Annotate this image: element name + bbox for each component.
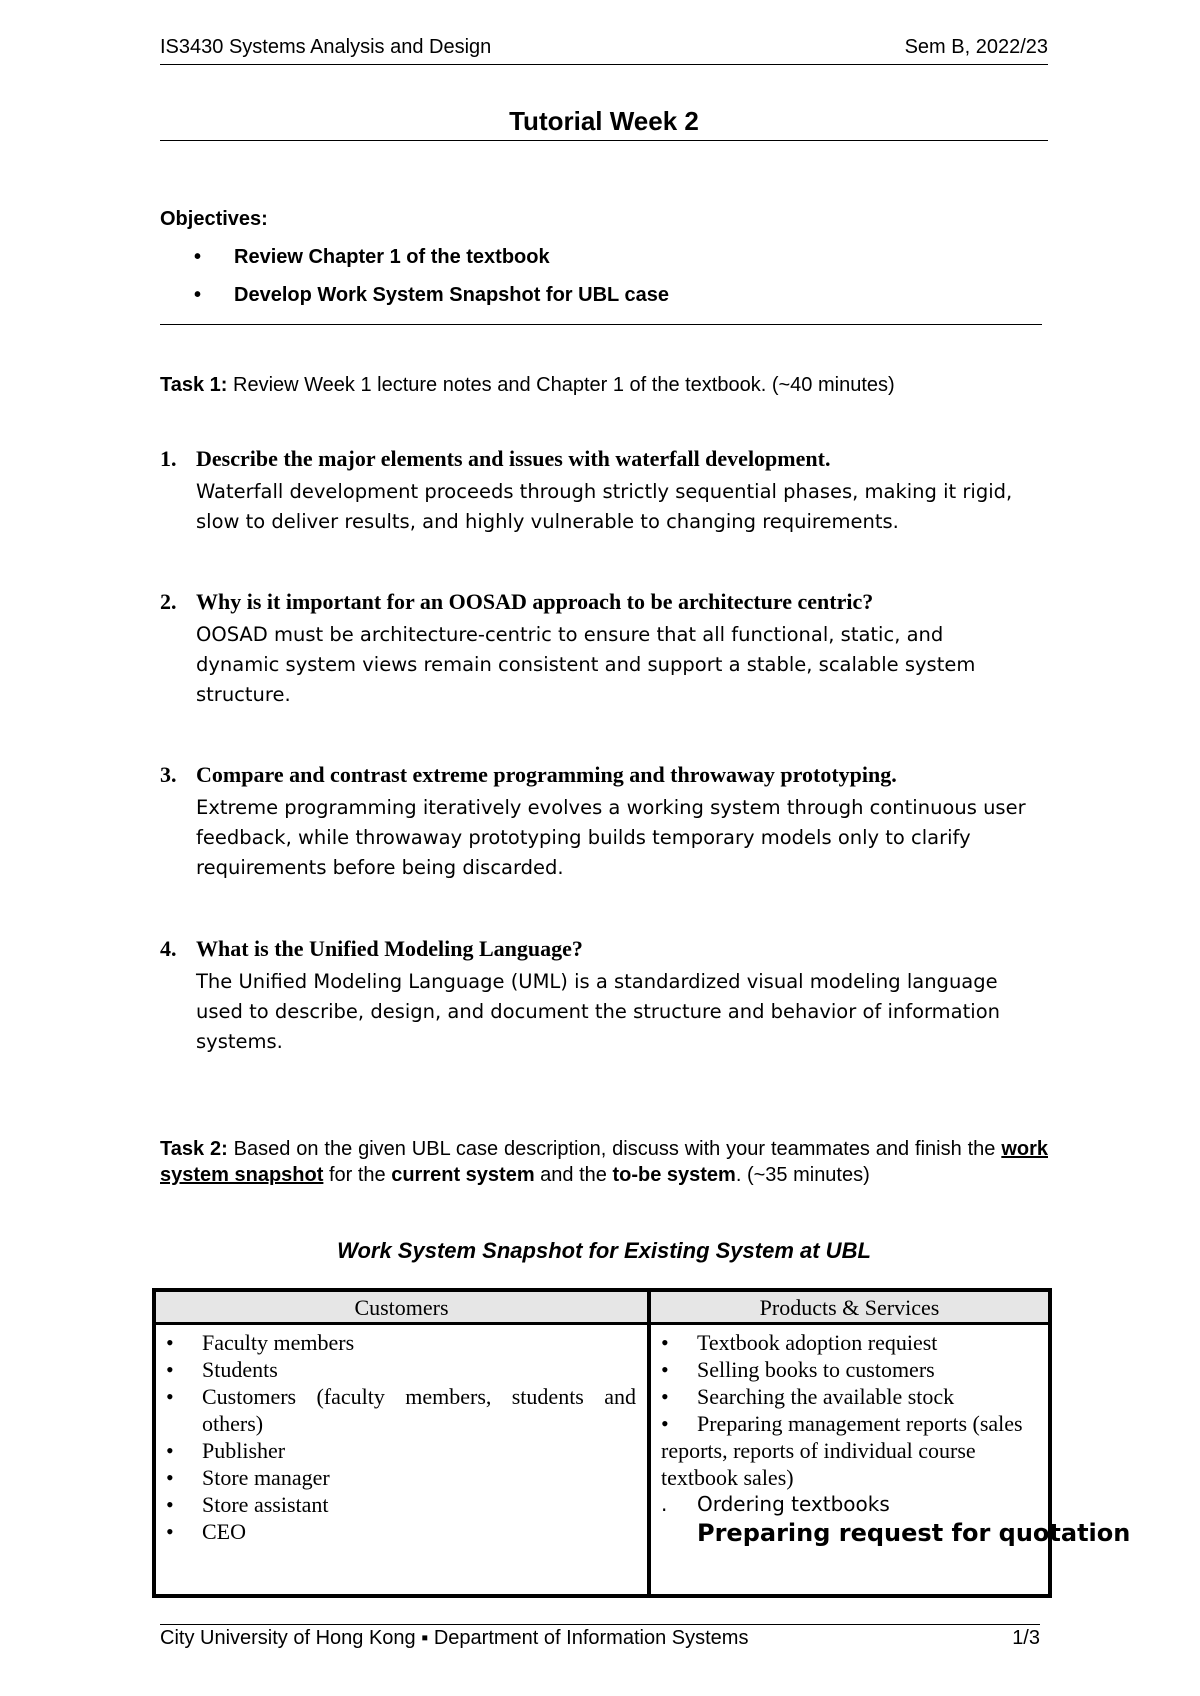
list-item-text: Selling books to customers — [697, 1357, 935, 1382]
list-item-bold: Preparing request for quotation — [697, 1519, 1131, 1547]
page-footer — [160, 1624, 1040, 1655]
list-item — [661, 1329, 1051, 1356]
list-item — [166, 1464, 636, 1491]
column-divider — [647, 1292, 651, 1594]
task2-text: and the — [534, 1164, 613, 1186]
bullet-icon: • — [166, 1330, 174, 1355]
customers-list — [166, 1329, 636, 1545]
table-header-row — [156, 1292, 1048, 1325]
current-system-term: current system — [391, 1164, 535, 1186]
list-item — [166, 1491, 636, 1518]
question-number: 4. — [160, 936, 177, 961]
objective-item — [160, 282, 669, 320]
answer-text: The Unified Modeling Language (UML) is a standardized visual modeling language used to describe, design, and document the structure and behavior of information systems. — [196, 970, 1000, 1053]
list-item-text: Preparing management reports (sales reports, reports of individual course textbook sales) — [661, 1411, 1023, 1490]
section-divider — [160, 324, 1042, 325]
task2-instruction — [160, 1136, 1048, 1188]
bullet-icon: • — [194, 284, 202, 306]
institution: City University of Hong Kong ▪ Department of Information Systems — [160, 1627, 749, 1649]
task2-text: for the — [323, 1164, 392, 1186]
question-number: 2. — [160, 589, 177, 614]
page-header — [160, 36, 1048, 65]
list-item-text: Ordering textbooks — [697, 1492, 890, 1516]
products-services-list — [661, 1329, 1131, 1548]
answer-text: Extreme programming iteratively evolves a working system through continuous user feedback, while throwaway prototyping builds temporary models only to clarify requirements before being discarded. — [196, 796, 1026, 879]
bullet-icon: • — [661, 1411, 669, 1436]
course-name: IS3430 Systems Analysis and Design — [160, 36, 492, 58]
question-text: Describe the major elements and issues with waterfall development. — [196, 446, 831, 471]
list-item — [661, 1383, 1051, 1410]
answer-text: Waterfall development proceeds through strictly sequential phases, making it rigid, slow to deliver results, and highly vulnerable to changing requirements. — [196, 480, 1013, 533]
bullet-icon: • — [166, 1519, 174, 1544]
snapshot-title: Work System Snapshot for Existing System at UBL — [337, 1238, 871, 1263]
task1-label: Task 1: — [160, 374, 228, 396]
question-text: What is the Unified Modeling Language? — [196, 936, 583, 961]
customers-header: Customers — [354, 1295, 449, 1320]
bullet-icon: • — [166, 1384, 174, 1409]
list-item-text: Students — [202, 1357, 278, 1382]
list-item — [661, 1356, 1051, 1383]
task2-label: Task 2: — [160, 1138, 228, 1160]
answer-text: OOSAD must be architecture-centric to ensure that all functional, static, and dynamic system views remain consistent and support a stable, scalable system structure. — [196, 623, 976, 706]
list-item — [166, 1518, 636, 1545]
list-item-text: Customers (faculty members, students and others) — [202, 1384, 636, 1436]
list-item — [166, 1383, 636, 1437]
bullet-icon: • — [166, 1438, 174, 1463]
to-be-system-term: to-be system — [612, 1164, 736, 1186]
list-item-text: CEO — [202, 1519, 246, 1544]
list-item — [661, 1491, 1051, 1518]
question-text: Why is it important for an OOSAD approach to be architecture centric? — [196, 589, 874, 614]
bullet-icon: • — [166, 1492, 174, 1517]
task2-text: Based on the given UBL case description, discuss with your teammates and finish the — [227, 1138, 1002, 1160]
bullet-icon: • — [166, 1465, 174, 1490]
list-item-text: Textbook adoption requiest — [697, 1330, 938, 1355]
question-number: 3. — [160, 762, 177, 787]
question-number: 1. — [160, 446, 177, 471]
page-title: Tutorial Week 2 — [160, 106, 1048, 141]
task2-text: . (~35 minutes) — [735, 1164, 870, 1186]
bullet-icon: • — [661, 1384, 669, 1409]
task1-text: Review Week 1 lecture notes and Chapter 1 of the textbook. (~40 minutes) — [227, 374, 895, 396]
semester: Sem B, 2022/23 — [904, 36, 1048, 58]
bullet-icon: • — [166, 1357, 174, 1382]
page-number: 1/3 — [1012, 1627, 1040, 1649]
task1-instruction — [160, 374, 895, 397]
list-item — [661, 1410, 1051, 1491]
bullet-icon: • — [661, 1357, 669, 1382]
objectives-heading: Objectives: — [160, 208, 268, 230]
work-system-table — [152, 1288, 1131, 1598]
list-item — [166, 1437, 636, 1464]
list-item-text: Faculty members — [202, 1330, 355, 1355]
objectives-list — [160, 244, 669, 320]
dot-icon: . — [661, 1492, 668, 1516]
products-services-header: Products & Services — [759, 1295, 940, 1320]
bullet-icon: • — [661, 1330, 669, 1355]
list-item — [166, 1356, 636, 1383]
question-text: Compare and contrast extreme programming and throwaway prototyping. — [196, 762, 897, 787]
list-item-text: Searching the available stock — [697, 1384, 955, 1409]
bullet-icon: • — [194, 246, 202, 268]
list-item — [166, 1329, 636, 1356]
objective-text: Develop Work System Snapshot for UBL case — [234, 284, 669, 306]
objective-text: Review Chapter 1 of the textbook — [234, 246, 550, 268]
objective-item — [160, 244, 669, 282]
work-system-snapshot-term: work system snapshot — [160, 1138, 1048, 1186]
list-item-text: Store assistant — [202, 1492, 329, 1517]
list-item-text: Publisher — [202, 1438, 286, 1463]
list-item-text: Store manager — [202, 1465, 330, 1490]
